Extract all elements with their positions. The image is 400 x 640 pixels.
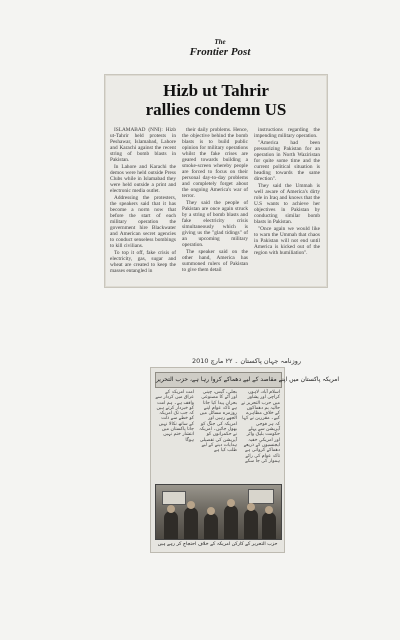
protester-figure — [244, 509, 258, 539]
protest-sign — [162, 491, 186, 505]
urdu-column-2: بجلی، گیس، چینی اور آٹے کا مصنوعی بحران پیدا کیا جاتا ہے تاکہ عوام اپنے روزمرہ مسائل میں الجھے رہیں اور امریکہ کی جنگ کو بھول جائیں۔ امریکہ نے حکمرانوں کو آپریشن کی تفصیلی ہدایات دینے کے لیے طلب کیا ہے — [199, 390, 237, 454]
headline-line-2: rallies condemn US — [145, 100, 287, 119]
urdu-news-clipping — [150, 367, 340, 553]
protester-head — [247, 503, 255, 511]
english-news-clipping — [104, 74, 328, 288]
article-column-1 — [110, 127, 176, 281]
paragraph: They said the people of Pakistan are once again struck by a string of bomb blasts and fake electricity crisis simultaneously which is giving us the "glad tidings" of an upcoming military operation. — [182, 200, 248, 248]
protester-head — [207, 507, 215, 515]
urdu-headline: امریکہ پاکستان میں اپنے مقاصد کے لیے دھماکے کروا رہا ہے، حزب التحریر — [155, 372, 282, 388]
paragraph: their daily problems. Hence, the objective behind the bomb blasts is to build public opinion for military operations whilst the fake crises are geared towards building a smoke-screen whereby people are forced to focus on their personal day-to-day problems and completely forget about the ongoing America's war of terror. — [182, 127, 248, 199]
headline-line-1: Hizb ut Tahrir — [163, 81, 269, 100]
paragraph: The speaker said on the other hand, America has summoned rulers of Pakistan to give them detail — [182, 249, 248, 273]
masthead-name: Frontier Post — [189, 46, 251, 58]
article-column-2 — [182, 127, 248, 281]
protester-figure — [164, 511, 178, 539]
paragraph: Addressing the protesters, the speakers said that it has become a norm now that before the start of each military operation the government hire Blackwater and American secret agencies to conduct senseless bombings to kill civilians. — [110, 195, 176, 249]
article-column-3 — [254, 127, 320, 281]
protester-figure — [204, 513, 218, 539]
urdu-column-3: امت امریکہ کے عراق میں کردار سے واقف ہے۔ ہم امت کو خبردار کرتے ہیں کہ جب تک امریکہ کو خطے سے ذلت کے ساتھ نکالا نہیں جاتا پاکستان میں انتشار ختم نہیں ہوگا — [155, 390, 194, 443]
protester-head — [167, 505, 175, 513]
masthead-the: The — [214, 38, 226, 46]
paragraph: ISLAMABAD (NNI): Hizb ut-Tahrir held protests in Peshawar, Islamabad, Lahore and Karachi against the recent string of bomb blasts in Pakistan. — [110, 127, 176, 163]
paragraph: instructions regarding the impending military operation. — [254, 127, 320, 139]
paragraph: "America had been pressurizing Pakistan for an operation in North Waziristan for quite some time and the current political situation is heading towards the same direction". — [254, 140, 320, 182]
protester-head — [187, 501, 195, 509]
photo-caption: حزب التحریر کے کارکن امریکہ کے خلاف احتجاج کر رہے ہیں — [157, 542, 278, 547]
urdu-dateline: روزنامہ جہان پاکستان ۔ ۲۲ مارچ 2010 — [192, 357, 302, 365]
protester-figure — [224, 505, 238, 539]
paragraph: In Lahore and Karachi the demos were held outside Press Clubs while in Islamabad they were held outside a print and electronic media outlet. — [110, 164, 176, 194]
protester-head — [227, 499, 235, 507]
protester-head — [265, 506, 273, 514]
newspaper-masthead — [170, 38, 270, 58]
paragraph: They said the Ummah is well aware of America's dirty role in Iraq and knows that the U.S wants to achieve her objectives in Pakistan by conducting similar bomb blasts in Pakistan. — [254, 183, 320, 225]
protester-figure — [262, 512, 276, 539]
protest-photo — [155, 484, 282, 540]
article-headline — [105, 81, 327, 119]
urdu-column-1: اسلام آباد، لاہور، کراچی اور پشاور میں حزب التحریر نے حالیہ بم دھماکوں کے خلاف مظاہرے کیے۔ مقررین نے کہا کہ ہر فوجی آپریشن سے پہلے حکومت بلیک واٹر اور امریکی خفیہ ایجنسیوں کے ذریعے دھماکے کرواتی ہے تاکہ عوام کی رائے ہموار کی جا سکے — [241, 390, 280, 464]
protester-figure — [184, 507, 198, 539]
article-body — [110, 127, 322, 281]
urdu-body — [155, 390, 280, 482]
protest-sign — [248, 489, 274, 504]
paragraph: To top it off, fake crisis of electricity, gas, sugar and wheat are created to keep the masses entangled in — [110, 250, 176, 274]
paragraph: "Once again we would like to warn the Ummah that chaos in Pakistan will not end until America is kicked out of the region with humiliation". — [254, 226, 320, 256]
